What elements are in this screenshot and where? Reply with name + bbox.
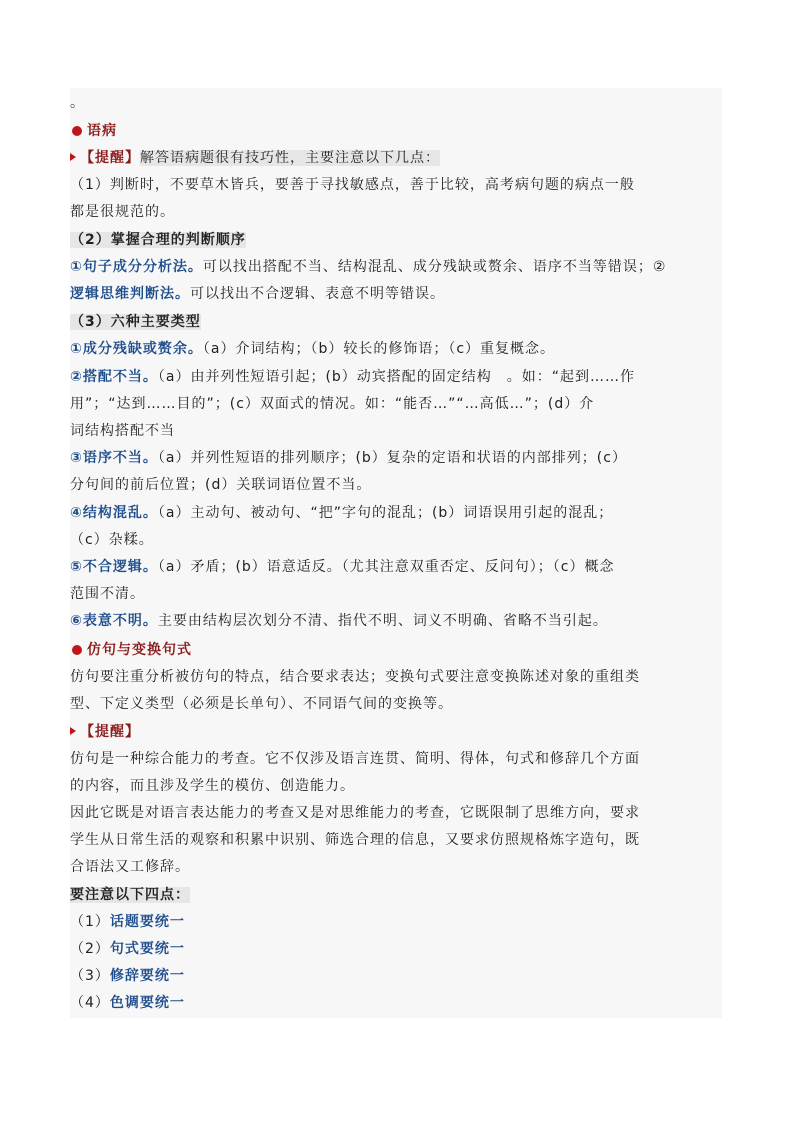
type-label: ①成分残缺或赘余。 — [70, 341, 203, 357]
method-line — [70, 283, 445, 305]
type-text: （a）由并列性短语引起；(b）动宾搭配的固定结构 。如：“起到……作 — [157, 369, 636, 385]
point-item — [70, 938, 185, 960]
type-label: ③语序不当。 — [70, 450, 158, 466]
type-line — [70, 610, 608, 632]
method-line — [70, 256, 666, 278]
type-label: ⑤不合逻辑。 — [70, 559, 158, 575]
type-line-cont: 范围不清。 — [70, 586, 145, 602]
heading-text: 语病 — [87, 123, 117, 139]
point-item — [70, 965, 185, 987]
type-label: ④结构混乱。 — [70, 505, 158, 521]
paragraph-line: 因此它既是对语言表达能力的考查又是对思维能力的考查，它既限制了思维方向，要求 — [70, 805, 640, 821]
tip-line — [70, 147, 440, 169]
type-line — [70, 556, 614, 578]
type-line — [70, 366, 635, 388]
type-line-cont: 用”；“达到……目的”；(c）双面式的情况。如：“能否…”“…高低…”；(d）介 — [70, 396, 595, 412]
type-text: （a）并列性短语的排列顺序；(b）复杂的定语和状语的内部排列；(c） — [157, 450, 627, 466]
type-line-cont: （c）杂糅。 — [70, 532, 154, 548]
triangle-bullet-icon — [70, 153, 76, 161]
point-number: （1） — [70, 914, 110, 930]
points-title — [70, 884, 190, 906]
point-text: 句式要统一 — [109, 941, 185, 957]
section-heading-imitation — [70, 639, 192, 661]
method-label: ①句子成分分析法。 — [70, 259, 203, 275]
type-line — [70, 447, 627, 469]
points-title-text: 要注意以下四点： — [70, 887, 190, 903]
point-text: 修辞要统一 — [109, 968, 185, 984]
method-label: 逻辑思维判断法。 — [70, 286, 190, 302]
type-line-cont: 词结构搭配不当 — [70, 423, 175, 439]
bullet-dot-icon — [72, 645, 82, 655]
paragraph-line: 合语法又工修辞。 — [70, 859, 190, 875]
method-text: 可以找出不合逻辑、表意不明等错误。 — [190, 286, 445, 302]
paragraph-line: 都是很规范的。 — [70, 204, 175, 220]
type-text: 主要由结构层次划分不清、指代不明、词义不明确、省略不当引起。 — [157, 613, 608, 629]
type-label: ⑥表意不明。 — [70, 613, 158, 629]
paragraph-line: 仿句是一种综合能力的考查。它不仅涉及语言连贯、简明、得体，句式和修辞几个方面 — [70, 751, 640, 767]
type-line — [70, 502, 613, 524]
method-text: 可以找出搭配不当、结构混乱、成分残缺或赘余、语序不当等错误；② — [202, 259, 667, 275]
paragraph-line: （1）判断时，不要草木皆兵，要善于寻找敏感点，善于比较，高考病句题的病点一般 — [70, 177, 635, 193]
point-number: （2） — [70, 941, 110, 957]
type-label: ②搭配不当。 — [70, 369, 158, 385]
type-text: （a）介词结构；（b）较长的修饰语；（c）重复概念。 — [202, 341, 556, 357]
section-heading-grammar — [70, 120, 117, 142]
heading-text: 仿句与变换句式 — [87, 642, 192, 658]
subheading-text: （2）掌握合理的判断顺序 — [70, 232, 246, 248]
type-line-cont: 分句间的前后位置；(d）关联词语位置不当。 — [70, 477, 372, 493]
tip-text: 解答语病题很有技巧性，主要注意以下几点： — [140, 150, 440, 166]
tip-line — [70, 721, 140, 743]
paragraph-line: 的内容，而且涉及学生的模仿、创造能力。 — [70, 778, 355, 794]
triangle-bullet-icon — [70, 727, 76, 735]
type-line — [70, 338, 555, 360]
subheading-text: （3）六种主要类型 — [70, 314, 201, 330]
subheading-types — [70, 311, 201, 333]
top-mark: 。 — [70, 95, 85, 111]
type-text: （a）矛盾；(b）语意适反。（尤其注意双重否定、反问句）；（c）概念 — [157, 559, 615, 575]
paragraph-line: 仿句要注重分析被仿句的特点，结合要求表达；变换句式要注意变换陈述对象的重组类 — [70, 669, 640, 685]
type-text: （a）主动句、被动句、“把”字句的混乱；(b）词语误用引起的混乱； — [157, 505, 614, 521]
tip-label: 【提醒】 — [80, 724, 140, 740]
subheading-order — [70, 229, 246, 251]
point-number: （3） — [70, 968, 110, 984]
paragraph-line: 型、下定义类型（必须是长单句）、不同语气间的变换等。 — [70, 696, 453, 712]
paragraph-line: 学生从日常生活的观察和积累中识别、筛选合理的信息，又要求仿照规格炼字造句，既 — [70, 832, 640, 848]
bullet-dot-icon — [72, 126, 82, 136]
document-body — [70, 88, 722, 1018]
point-item — [70, 911, 185, 933]
point-text: 话题要统一 — [109, 914, 185, 930]
point-number: （4） — [70, 995, 110, 1011]
tip-label: 【提醒】 — [80, 150, 140, 166]
point-text: 色调要统一 — [109, 995, 185, 1011]
point-item — [70, 992, 185, 1014]
